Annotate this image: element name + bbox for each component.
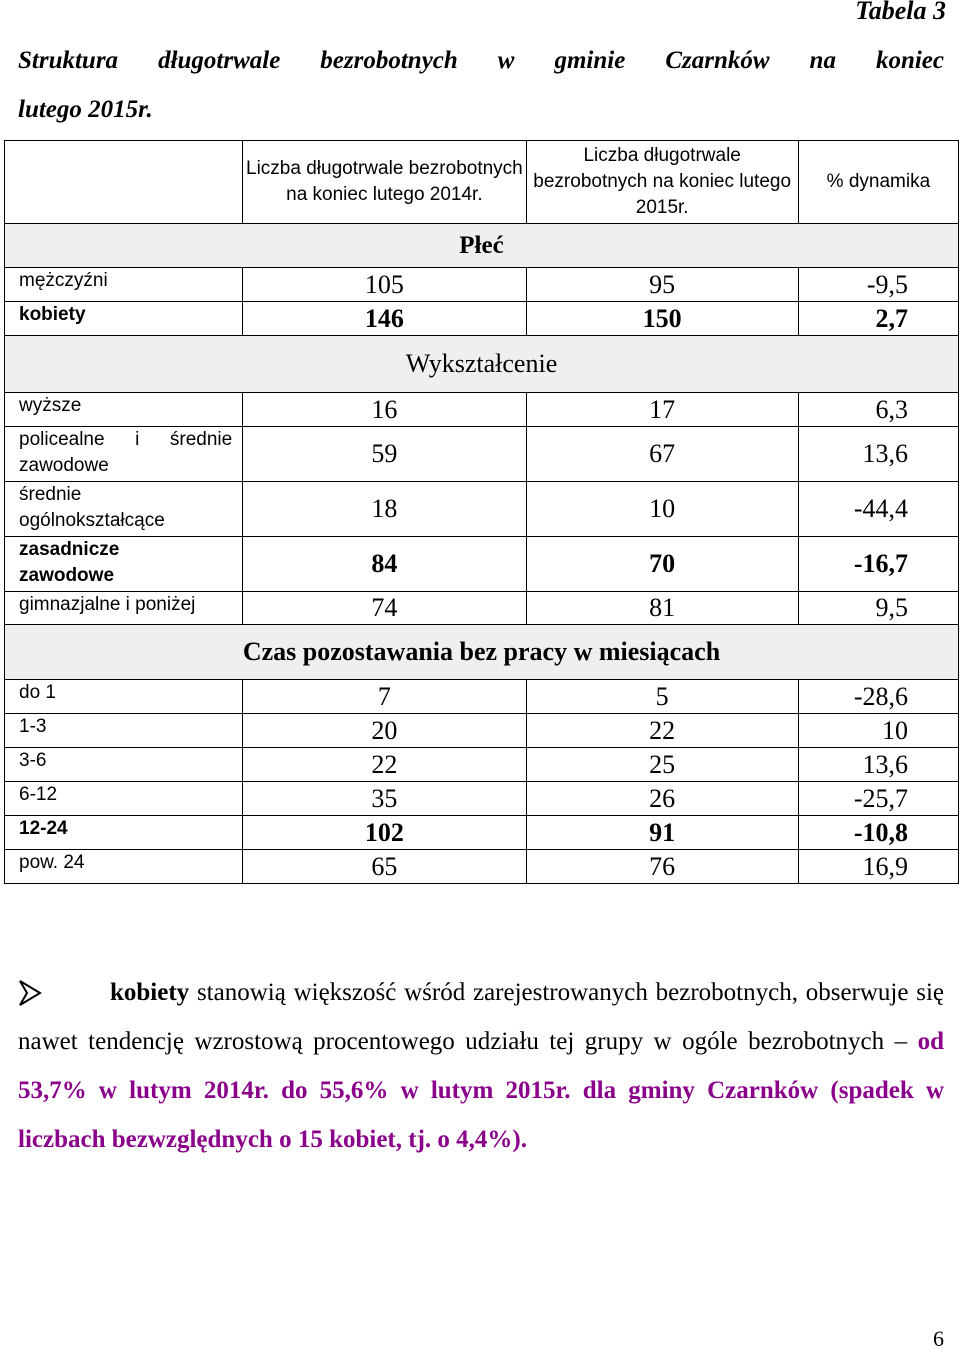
- table-row: [5, 537, 959, 592]
- table-row: [5, 748, 959, 782]
- value-2014: 7: [243, 680, 526, 714]
- header-empty-cell: [5, 141, 243, 224]
- row-label-line-2: zawodowe: [19, 455, 109, 476]
- table-row: [5, 680, 959, 714]
- header-col-2015: Liczba długotrwale bezrobotnych na koniec lutego 2015r.: [526, 141, 798, 224]
- statistics-table: [4, 140, 959, 884]
- section-title-plec: Płeć: [5, 224, 959, 268]
- row-label: [5, 427, 243, 482]
- table-row: [5, 714, 959, 748]
- section-title-wyksztalcenie: Wykształcenie: [5, 336, 959, 393]
- row-label-line-2: ogólnokształcące: [19, 510, 165, 531]
- row-label: kobiety: [5, 302, 243, 336]
- document-title: [18, 36, 944, 134]
- value-dynamics: -28,6: [798, 680, 958, 714]
- value-2015: 10: [526, 482, 798, 537]
- table-row: [5, 393, 959, 427]
- row-label-line-1: średnie: [19, 484, 82, 505]
- value-2014: 22: [243, 748, 526, 782]
- value-2014: 84: [243, 537, 526, 592]
- row-label: 6-12: [5, 782, 243, 816]
- value-2015: 70: [526, 537, 798, 592]
- row-label: 3-6: [5, 748, 243, 782]
- value-dynamics: 9,5: [798, 592, 958, 625]
- value-dynamics: 6,3: [798, 393, 958, 427]
- row-label: [5, 537, 243, 592]
- header-row: [5, 141, 959, 224]
- value-2015: 95: [526, 268, 798, 302]
- value-dynamics: -16,7: [798, 537, 958, 592]
- value-2015: 67: [526, 427, 798, 482]
- value-2015: 25: [526, 748, 798, 782]
- value-2015: 26: [526, 782, 798, 816]
- value-2014: 65: [243, 850, 526, 884]
- table-row: [5, 592, 959, 625]
- value-2015: 76: [526, 850, 798, 884]
- table-row: [5, 850, 959, 884]
- section-row-wyksztalcenie: [5, 336, 959, 393]
- row-label: pow. 24: [5, 850, 243, 884]
- value-dynamics: 13,6: [798, 748, 958, 782]
- value-2014: 18: [243, 482, 526, 537]
- value-2015: 22: [526, 714, 798, 748]
- title-line-2: lutego 2015r.: [18, 96, 153, 123]
- value-2015: 91: [526, 816, 798, 850]
- title-line-1: Struktura długotrwale bezrobotnych w gminie Czarnków na koniec: [18, 47, 944, 74]
- value-2015: 5: [526, 680, 798, 714]
- table-row: [5, 482, 959, 537]
- row-label: wyższe: [5, 393, 243, 427]
- summary-paragraph: [18, 968, 944, 1164]
- row-label-line-2: zawodowe: [19, 565, 115, 586]
- value-dynamics: -44,4: [798, 482, 958, 537]
- value-dynamics: -25,7: [798, 782, 958, 816]
- page-number: 6: [933, 1326, 944, 1351]
- row-label: mężczyźni: [5, 268, 243, 302]
- row-label: gimnazjalne i poniżej: [5, 592, 243, 625]
- section-row-czas: [5, 625, 959, 680]
- value-2014: 35: [243, 782, 526, 816]
- table-label: Tabela 3: [855, 0, 946, 25]
- value-dynamics: 2,7: [798, 302, 958, 336]
- header-col-2014: Liczba długotrwale bezrobotnych na koniec lutego 2014r.: [243, 141, 526, 224]
- paragraph-highlight: od 53,7% w lutym 2014r. do 55,6% w lutym 2015r. dla gminy Czarnków (spadek w liczbach bezwzględnych o 15 kobiet, tj. o 4,4%).: [18, 1028, 944, 1153]
- value-dynamics: 16,9: [798, 850, 958, 884]
- value-dynamics: 10: [798, 714, 958, 748]
- value-dynamics: 13,6: [798, 427, 958, 482]
- row-label-line-1: zasadnicze: [19, 539, 120, 560]
- table-row: [5, 782, 959, 816]
- section-title-czas: Czas pozostawania bez pracy w miesiącach: [5, 625, 959, 680]
- paragraph-text: stanowią większość wśród zarejestrowanych bezrobotnych, obserwuje się nawet tendencję wzrostową procentowego udziału tej grupy w ogóle bezrobotnych –: [18, 979, 944, 1055]
- paragraph-bold-start: kobiety: [110, 979, 190, 1006]
- value-2015: 81: [526, 592, 798, 625]
- value-dynamics: -10,8: [798, 816, 958, 850]
- row-label-line-1: policealne i średnie: [19, 429, 233, 450]
- value-2014: 105: [243, 268, 526, 302]
- value-2014: 146: [243, 302, 526, 336]
- table-row: [5, 302, 959, 336]
- row-label: 12-24: [5, 816, 243, 850]
- value-2014: 59: [243, 427, 526, 482]
- header-col-dynamics: % dynamika: [798, 141, 958, 224]
- value-2014: 74: [243, 592, 526, 625]
- value-2015: 17: [526, 393, 798, 427]
- value-dynamics: -9,5: [798, 268, 958, 302]
- row-label: 1-3: [5, 714, 243, 748]
- value-2015: 150: [526, 302, 798, 336]
- table-row: [5, 268, 959, 302]
- table-row: [5, 816, 959, 850]
- value-2014: 16: [243, 393, 526, 427]
- value-2014: 20: [243, 714, 526, 748]
- value-2014: 102: [243, 816, 526, 850]
- row-label: do 1: [5, 680, 243, 714]
- section-row-plec: [5, 224, 959, 268]
- table-row: [5, 427, 959, 482]
- row-label: [5, 482, 243, 537]
